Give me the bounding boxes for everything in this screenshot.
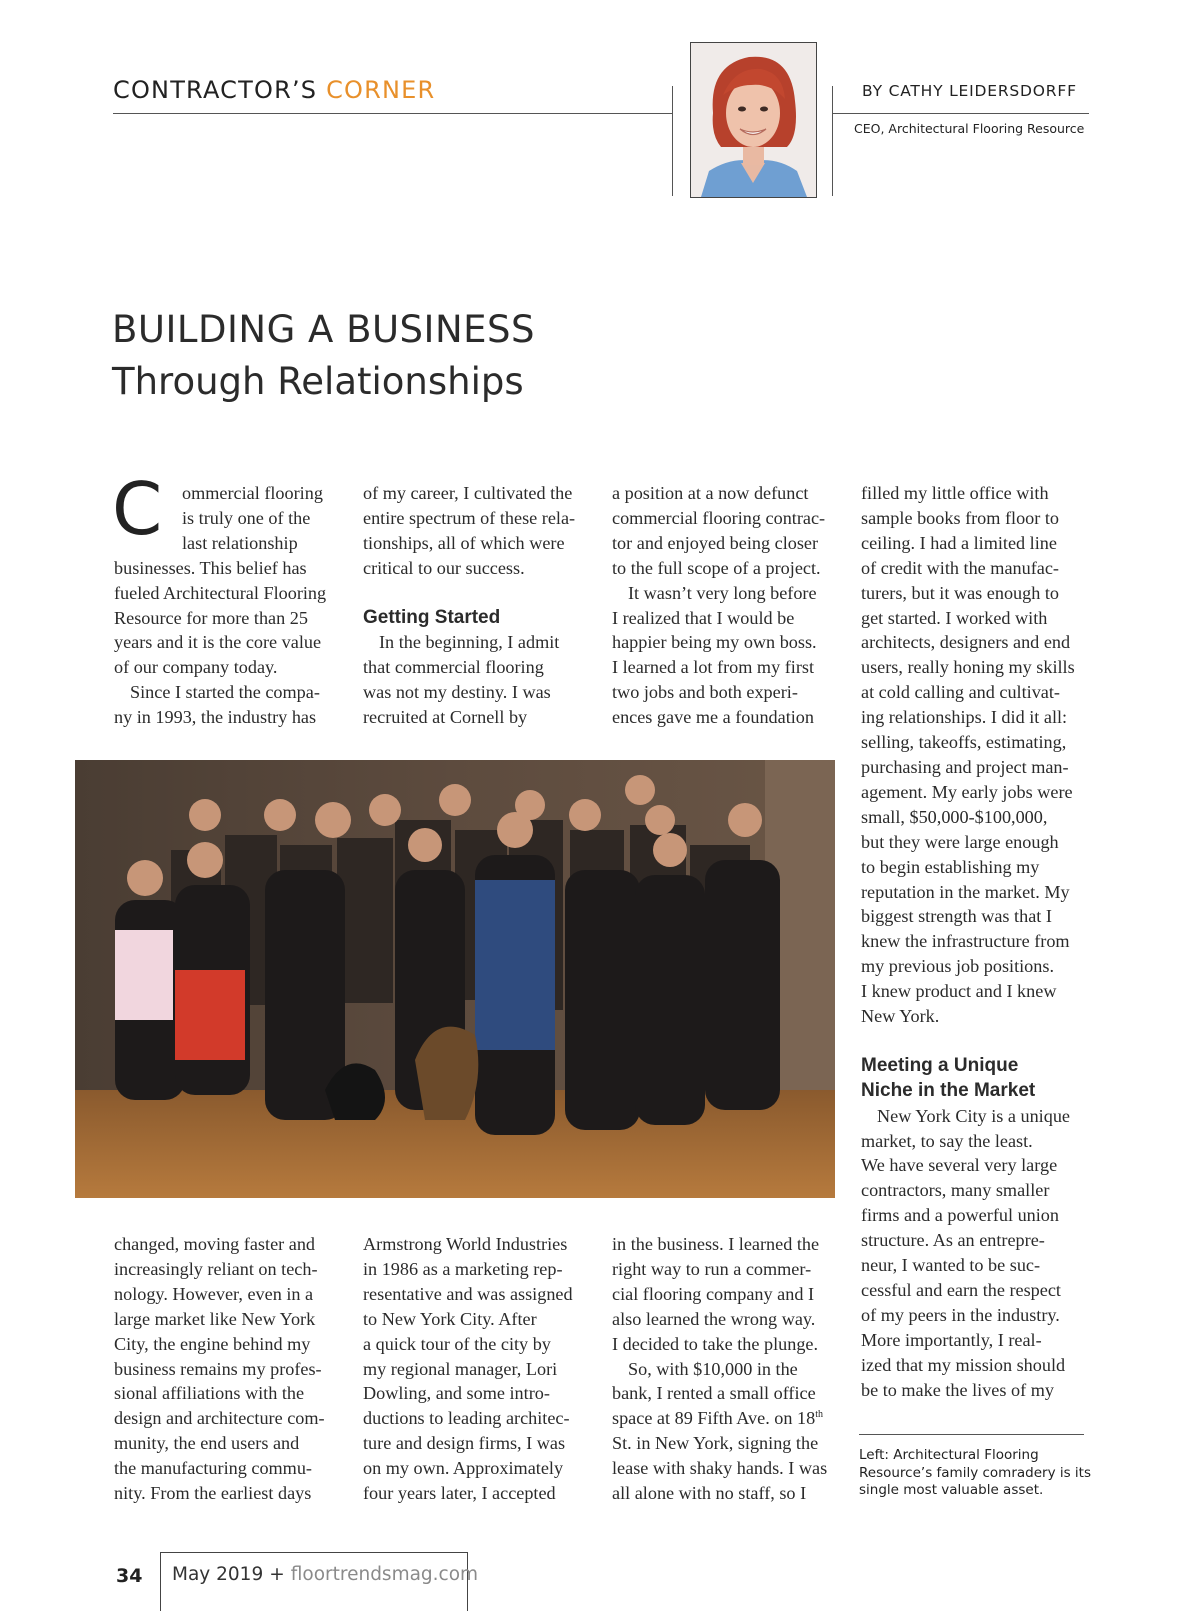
text-line: reputation in the market. My [861,881,1070,902]
text-line: turers, but it was enough to [861,582,1060,603]
text-line: nology. However, even in a [114,1283,314,1304]
text-line: It wasn’t very long before [628,582,817,603]
text-line: space at 89 Fifth Ave. on 18th [612,1408,824,1429]
text-line: ing relationships. I did it all: [861,707,1068,728]
article-column-2-bottom [363,1232,598,1506]
page-number: 34 [116,1565,143,1587]
text-line: of our company today. [114,657,278,678]
text-line: is truly one of the [182,507,311,528]
footer-issue-line [172,1564,478,1585]
text-line: I knew product and I knew [861,981,1057,1002]
text-line: ny in 1993, the industry has [114,707,317,728]
text-line: purchasing and project man- [861,756,1069,777]
text-line: critical to our success. [363,557,525,578]
text-line: that commercial flooring [363,657,544,678]
footer-site: floortrendsmag.com [290,1564,479,1585]
text-line: commercial flooring contrac- [612,507,826,528]
header-divider-right [832,86,833,196]
group-photo [75,760,835,1198]
text-line: a quick tour of the city by [363,1333,551,1354]
text-line: knew the infrastructure from [861,931,1070,952]
text-line: agement. My early jobs were [861,781,1073,802]
caption-rule [859,1434,1084,1435]
header-rule-right [833,113,1089,114]
text-line: get started. I worked with [861,607,1048,628]
dropcap: C [112,467,163,551]
text-line: right way to run a commer- [612,1258,812,1279]
text-line: to the full scope of a project. [612,557,821,578]
text-line: New York. [861,1006,940,1027]
text-line: filled my little office with [861,483,1049,503]
caption-line: Left: Architectural Flooring [859,1447,1039,1463]
text-line: bank, I rented a small office [612,1383,816,1404]
author-role: CEO, Architectural Flooring Resource [854,121,1085,136]
text-line: users, really honing my skills [861,657,1075,678]
text-line: C ommercial flooring [112,467,323,551]
subheading-getting-started: Getting Started [363,606,501,628]
article-column-1-bottom [114,1232,349,1506]
text-line: market, to say the least. [861,1130,1033,1151]
text-line: ences gave me a foundation [612,707,814,728]
text-line: my regional manager, Lori [363,1358,558,1379]
article-column-3-bottom [612,1232,847,1506]
text-line: recruited at Cornell by [363,707,528,728]
text-line: of credit with the manufac- [861,557,1059,578]
text-line: two jobs and both experi- [612,682,798,703]
author-portrait [690,42,817,198]
photo-caption [859,1447,1089,1500]
header-rule-left [113,113,673,114]
text-line: in 1986 as a marketing rep- [363,1258,563,1279]
text-line: business remains my profes- [114,1358,322,1379]
text-line: More importantly, I real- [861,1329,1042,1350]
subheading-unique-niche-line-1: Meeting a Unique [861,1054,1019,1076]
caption-line: Resource’s family comradery is its [859,1464,1091,1481]
text-line: small, $50,000-$100,000, [861,806,1048,827]
header-divider-left [672,86,673,196]
article-column-4 [861,481,1101,1403]
text-line: sional affiliations with the [114,1383,305,1404]
text-line: four years later, I accepted [363,1483,556,1504]
text-line: be to make the lives of my [861,1379,1054,1400]
subheading-unique-niche-line-2: Niche in the Market [861,1079,1036,1101]
text-line: of my peers in the industry. [861,1304,1060,1325]
text-line: munity, the end users and [114,1433,300,1454]
text-line: in the business. I learned the [612,1234,820,1254]
text-line: cessful and earn the respect [861,1280,1061,1300]
text-line: was not my destiny. I was [363,682,551,703]
section-title-accent: CORNER [326,76,436,104]
text-line: increasingly reliant on tech- [114,1258,318,1279]
group-photo-illustration [75,760,835,1198]
text-line: I decided to take the plunge. [612,1333,819,1354]
text-line: We have several very large [861,1155,1058,1176]
text-line: St. in New York, signing the [612,1433,819,1454]
text-line: biggest strength was that I [861,906,1052,927]
text-line: selling, takeoffs, estimating, [861,732,1067,753]
caption-line: single most valuable asset. [859,1482,1044,1498]
text-line: years and it is the core value [114,632,322,653]
text-line: contractors, many smaller [861,1180,1050,1201]
text-line: In the beginning, I admit [379,632,560,653]
text-line: Resource for more than 25 [114,607,308,628]
text-line: ized that my mission should [861,1354,1066,1375]
text-line: Since I started the compa- [130,682,320,703]
article-column-1-top [112,467,349,730]
text-line: neur, I wanted to be suc- [861,1255,1041,1276]
text-line: New York City is a unique [877,1105,1070,1126]
text-line: I learned a lot from my first [612,657,815,678]
text-line: design and architecture com- [114,1408,325,1429]
text-line: firms and a powerful union [861,1205,1059,1226]
text-line: tor and enjoyed being closer [612,532,819,553]
text-line: on my own. Approximately [363,1458,564,1479]
text-line: all alone with no staff, so I [612,1483,807,1504]
text-line: fueled Architectural Flooring [114,582,327,603]
text-line: ceiling. I had a limited line [861,532,1057,553]
superscript: th [815,1409,824,1421]
text-line: a position at a now defunct [612,483,809,503]
text-line: happier being my own boss. [612,632,817,653]
text-line: to New York City. After [363,1308,537,1329]
text-line: City, the engine behind my [114,1333,311,1354]
article-column-2-top [363,481,598,730]
headline-sub: Through Relationships [112,360,524,403]
text-line: of my career, I cultivated the [363,483,573,503]
text-line: also learned the wrong way. [612,1308,816,1329]
text-line: large market like New York [114,1308,316,1329]
spacer [861,1029,1101,1054]
byline: BY CATHY LEIDERSDORFF [862,82,1077,100]
text-line: I realized that I would be [612,607,795,628]
footer-separator: + [269,1564,285,1585]
text-line: to begin establishing my [861,856,1040,877]
text-line: tionships, all of which were [363,532,565,553]
headline-main: BUILDING A BUSINESS [112,308,535,351]
text-line: Armstrong World Industries [363,1234,568,1254]
text-line: ductions to leading architec- [363,1408,570,1429]
spacer [363,581,598,606]
text-line: lease with shaky hands. I was [612,1458,828,1479]
text-line: structure. As an entrepre- [861,1230,1045,1251]
text-line: So, with $10,000 in the [628,1358,798,1379]
section-title-prefix: CONTRACTOR’S [113,76,318,104]
text-line: entire spectrum of these rela- [363,507,576,528]
footer-issue: May 2019 [172,1564,264,1585]
text-line: my previous job positions. [861,956,1054,977]
author-portrait-illustration [691,43,816,197]
text-line: changed, moving faster and [114,1234,316,1254]
article-column-3-top [612,481,847,730]
text-line: architects, designers and end [861,632,1071,653]
text-line: nity. From the earliest days [114,1483,312,1504]
text-line: at cold calling and cultivat- [861,682,1060,703]
text-line: but they were large enough [861,831,1059,852]
text-line: businesses. This belief has [114,557,307,578]
text-line: resentative and was assigned [363,1283,573,1304]
text-line: ture and design firms, I was [363,1433,566,1454]
text-line: cial flooring company and I [612,1283,815,1304]
text-line: the manufacturing commu- [114,1458,312,1479]
text-line: Dowling, and some intro- [363,1383,550,1404]
text-line: last relationship [182,532,298,553]
section-title [113,76,435,104]
text-line: sample books from floor to [861,507,1060,528]
